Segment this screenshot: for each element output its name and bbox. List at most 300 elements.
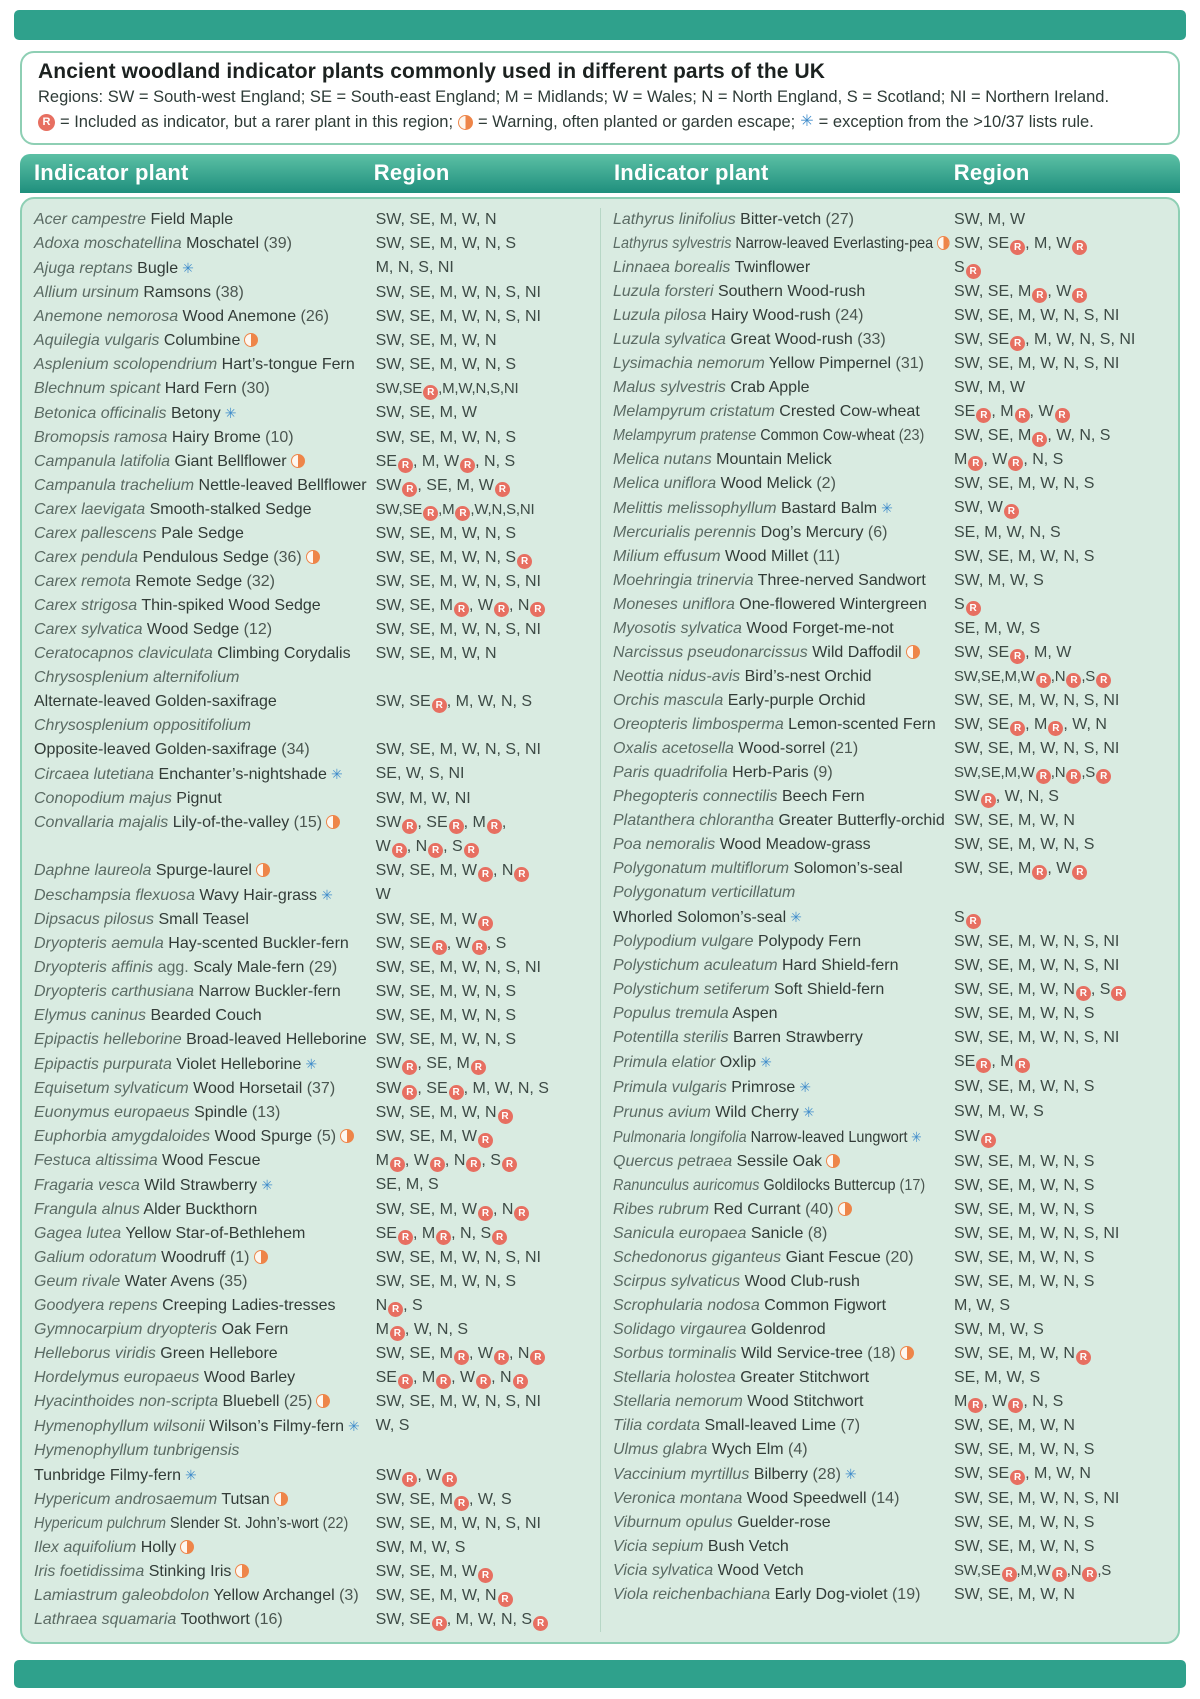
latin-name: Lathyrus linifolius (613, 211, 736, 229)
plant-name (613, 448, 832, 472)
plant-name (613, 1270, 860, 1294)
plant-row (613, 1270, 1172, 1294)
rare-badge-icon: R (455, 506, 470, 521)
latin-name: Polygonatum verticillatum (613, 884, 796, 902)
plant-name-cell (34, 762, 376, 787)
latin-name: Campanula latifolia (34, 453, 171, 471)
plant-row (613, 1390, 1172, 1414)
plant-name (34, 329, 258, 353)
common-name: Narrow-leaved Lungwort (746, 1129, 908, 1147)
list-number: (17) (895, 1177, 926, 1195)
half-moon-icon (306, 550, 320, 564)
plant-name-cell (613, 256, 954, 280)
plant-name (34, 1101, 280, 1125)
plant-name-cell (613, 1390, 954, 1414)
common-name: One-flowered Wintergreen (734, 596, 927, 614)
common-name: Wild Cherry (710, 1104, 799, 1122)
plant-row (613, 833, 1172, 857)
plant-name (34, 1512, 348, 1536)
rare-badge-icon: R (398, 1374, 413, 1389)
rare-badge-icon: R (432, 1616, 447, 1631)
plant-name-cell (34, 1294, 376, 1318)
common-name: Wilson’s Filmy-fern (204, 1418, 345, 1436)
half-moon-icon (244, 333, 258, 347)
plant-name (34, 1366, 295, 1390)
symbols-legend (38, 111, 1162, 134)
region-list: SW, SE, M, W, N, S, NI (375, 621, 541, 639)
plant-name-cell (613, 1342, 954, 1366)
region-list: SW, SE, M, W, N, S (375, 235, 517, 253)
plant-name-cell (613, 761, 954, 785)
plant-name-cell (34, 305, 376, 329)
plant-row (34, 546, 594, 570)
rare-badge-icon: R (436, 1374, 451, 1389)
latin-name: Pulmonaria longifolia (613, 1129, 747, 1147)
common-name: Alternate-leaved Golden-saxifrage (34, 693, 277, 711)
plant-name-cell (34, 908, 376, 932)
plant-name (34, 546, 320, 570)
region-list: SE, M, S (375, 1176, 439, 1194)
half-moon-icon (900, 1346, 914, 1360)
plant-row (613, 376, 1172, 400)
latin-name: Ulmus glabra (613, 1441, 708, 1459)
region-list: SW, SE, M, W, N, S (953, 1153, 1095, 1171)
rare-badge-icon: R (530, 1350, 545, 1365)
latin-name: Equisetum sylvaticum (34, 1080, 189, 1098)
region-list: SW, SE, M, W, N (953, 1586, 1075, 1604)
column-header-indicator-plant: Indicator plant (34, 160, 189, 186)
rare-badge-icon: R (1010, 240, 1025, 255)
latin-name: Solidago virgaurea (613, 1321, 747, 1339)
half-moon-icon (316, 1394, 330, 1408)
region-list: SW, SE R , M R , W, N (953, 716, 1107, 735)
latin-name: Carex laevigata (34, 501, 146, 519)
list-number: (35) (214, 1273, 248, 1291)
plant-name-cell (34, 714, 376, 762)
plant-name-cell (613, 328, 954, 352)
rare-badge-icon: R (966, 914, 981, 929)
rare-badge-icon: R (981, 793, 996, 808)
common-name: Nettle-leaved Bellflower (194, 477, 367, 495)
latin-name: Melampyrum cristatum (613, 403, 775, 421)
region-list: SW, SE, M R , W, N, S (953, 427, 1111, 446)
common-name: Wood Club-rush (740, 1273, 860, 1291)
blue-star-icon: ✳ (760, 1054, 772, 1071)
region-list: SW, SE R , M, W (953, 644, 1072, 663)
plant-name-cell (34, 232, 376, 256)
plant-name (34, 762, 343, 787)
latin-name: Festuca altissima (34, 1152, 158, 1170)
half-moon-icon (458, 115, 473, 130)
region-list: SW, SE, M, W, N, S, NI (953, 740, 1120, 758)
plant-name (34, 1173, 273, 1198)
latin-name: Primula vulgaris (613, 1079, 727, 1097)
region-list: SW, SE, M, W, N, S, NI (953, 933, 1120, 951)
latin-name: Geum rivale (34, 1273, 121, 1291)
plant-row (613, 208, 1172, 232)
region-list: SW, M, W, S (953, 572, 1044, 590)
region-list: SE, M, W, N, S (953, 524, 1061, 542)
plant-row (613, 521, 1172, 545)
latin-name: Frangula alnus (34, 1201, 140, 1219)
plant-row (613, 1174, 1172, 1198)
region-list: SW, SE, M, W, N, S, NI (375, 284, 541, 302)
plant-row (34, 594, 594, 618)
region-list: SW, SE R , M, W, N, S R (376, 1608, 594, 1632)
plant-name (613, 1026, 863, 1050)
region-list: SW,SE,M,W R ,N R ,S R (954, 761, 1172, 785)
plant-row (613, 1026, 1172, 1050)
plant-row (34, 1488, 594, 1512)
plant-name-cell (613, 1075, 954, 1100)
common-name: Greater Stitchwort (735, 1369, 870, 1387)
latin-name: Lysimachia nemorum (613, 355, 765, 373)
plant-name-cell (34, 1149, 376, 1173)
region-list: SW, SE, M, W, N, S, NI (375, 959, 541, 977)
plant-name (613, 978, 884, 1002)
plant-row (34, 401, 594, 426)
list-number: (4) (783, 1441, 808, 1459)
region-list: SW, SE, M, W, N (375, 332, 497, 350)
plant-name (34, 1560, 249, 1584)
region-list: S R (954, 593, 1172, 617)
plant-name (613, 689, 866, 713)
plant-row (34, 329, 594, 353)
plant-name-cell (613, 424, 954, 448)
list-number: (36) (268, 549, 302, 567)
region-list: SW, SE R , W R , S (375, 935, 507, 954)
common-name: Primrose (726, 1079, 796, 1097)
plant-name (34, 1004, 262, 1028)
list-number: (14) (866, 1490, 900, 1508)
plant-row (613, 1198, 1172, 1222)
common-name: Spindle (189, 1104, 248, 1122)
region-list: SE R , M R (954, 1050, 1172, 1074)
plant-name-cell (613, 1174, 954, 1198)
rare-badge-icon: R (968, 1398, 983, 1413)
plant-row (34, 1198, 594, 1222)
plant-row (613, 1414, 1172, 1438)
latin-name: Bromopsis ramosa (34, 429, 168, 447)
plant-row (34, 208, 594, 232)
region-list: SE, M, W, S (953, 620, 1041, 638)
plant-row (34, 1125, 594, 1149)
region-list: SE R , M R , W R , N R (376, 1366, 594, 1390)
plant-row (34, 1414, 594, 1439)
rare-badge-icon: R (533, 1616, 548, 1631)
list-number: (26) (296, 308, 330, 326)
plant-row (34, 1512, 594, 1536)
plant-name (613, 1246, 914, 1270)
plant-row (34, 1390, 594, 1414)
common-name: Woodruff (156, 1249, 226, 1267)
latin-name: Betonica officinalis (34, 405, 167, 423)
plant-name-cell (613, 881, 954, 930)
common-name: Wood Fescue (157, 1152, 261, 1170)
common-name: Goldenrod (746, 1321, 826, 1339)
region-list: SW,SE R ,M,W R ,N R ,S (953, 1562, 1112, 1581)
plant-name-cell (34, 666, 376, 714)
rare-badge-icon: R (460, 458, 475, 473)
latin-name: Deschampsia flexuosa (34, 887, 195, 905)
plant-row (613, 1222, 1172, 1246)
region-list: SW R , SE R , M, W, N, S (375, 1080, 549, 1099)
latin-name: Quercus petraea (613, 1153, 733, 1171)
latin-name: Paris quadrifolia (613, 764, 728, 782)
plant-name (613, 1174, 925, 1198)
rare-badge-icon: R (498, 1109, 513, 1124)
list-number: (28) (808, 1466, 841, 1484)
plant-name-cell (613, 448, 954, 472)
latin-name: Carex strigosa (34, 597, 138, 615)
plant-name (34, 932, 349, 956)
region-list: SW, SE, M R , W R (954, 857, 1172, 881)
common-name: Wood Horsetail (188, 1080, 303, 1098)
plant-row (34, 522, 594, 546)
list-number: (11) (808, 548, 841, 566)
common-name: Solomon’s-seal (789, 860, 903, 878)
common-name: Water Avens (120, 1273, 215, 1291)
latin-name: Carex remota (34, 573, 131, 591)
common-name: Bluebell (218, 1393, 280, 1411)
plant-table (20, 197, 1180, 1644)
region-list: SW, SE, M, W, N, S, NI (953, 692, 1120, 710)
common-name: Slender St. John’s-wort (166, 1515, 319, 1533)
rare-badge-icon: R (432, 940, 447, 955)
plant-name-cell (613, 593, 954, 617)
plant-name-cell (613, 1294, 954, 1318)
half-moon-icon (826, 1154, 840, 1168)
plant-row (613, 1462, 1172, 1487)
plant-row (613, 881, 1172, 930)
plant-name-cell (34, 1414, 376, 1439)
plant-row (34, 1294, 594, 1318)
rare-badge-icon: R (471, 1060, 486, 1075)
plant-name-cell (613, 1583, 954, 1607)
rare-badge-icon: R (388, 1302, 403, 1317)
common-name: Giant Bellflower (170, 453, 287, 471)
plant-row (613, 328, 1172, 352)
plant-name (34, 1294, 336, 1318)
rare-badge-icon: R (498, 1592, 513, 1607)
plant-name (613, 593, 927, 617)
common-name: Three-nerved Sandwort (753, 572, 926, 590)
region-list: W (375, 886, 391, 904)
plant-name (34, 908, 249, 932)
list-number: (32) (242, 573, 276, 591)
plant-name (613, 424, 924, 448)
list-number: (31) (891, 355, 924, 373)
list-number: (34) (276, 741, 310, 759)
common-name: Sanicle (746, 1225, 804, 1243)
plant-name-cell (613, 569, 954, 593)
rare-badge-icon: R (1036, 673, 1051, 688)
latin-name: Primula elatior (613, 1054, 716, 1072)
table-header-left (20, 160, 600, 186)
plant-name-cell (613, 1100, 954, 1125)
plant-row (613, 545, 1172, 569)
latin-name: Scrophularia nodosa (613, 1297, 760, 1315)
blue-star-icon: ✳ (790, 909, 802, 926)
plant-name (34, 1222, 305, 1246)
plant-name-cell (34, 281, 376, 305)
common-name: Hard Shield-fern (777, 957, 899, 975)
plant-row (34, 256, 594, 281)
regions-legend: Regions: SW = South-west England; SE = South-east England; M = Midlands; W = Wales; N = North England, S = Scotland; NI = Northern Ireland. (38, 88, 1110, 106)
plant-name (613, 232, 949, 256)
plant-name (34, 883, 333, 908)
rare-badge-icon: R (476, 1374, 491, 1389)
common-name: Holly (136, 1539, 177, 1557)
plant-name-cell (34, 859, 376, 883)
plant-name (34, 401, 237, 426)
plant-name (613, 328, 886, 352)
rare-badge-icon: R (968, 456, 983, 471)
latin-name: Hypericum androsaemum (34, 1491, 218, 1509)
plant-name (613, 737, 858, 761)
plant-name (613, 1318, 826, 1342)
common-name: Hairy Brome (167, 429, 261, 447)
plant-row (34, 1101, 594, 1125)
plant-name (613, 208, 854, 232)
region-list: SW, SE, M R , W R , N R (376, 1342, 594, 1366)
plant-name-cell (34, 1198, 376, 1222)
plant-name-cell (34, 618, 376, 642)
common-name: Wood Stitchwort (742, 1393, 864, 1411)
plant-name-cell (34, 522, 376, 546)
plant-row (613, 1583, 1172, 1607)
plant-column-right (600, 208, 1178, 1632)
plant-name (613, 376, 810, 400)
rare-badge-icon: R (494, 602, 509, 617)
plant-name (613, 1075, 811, 1100)
blue-star-icon: ✳ (321, 887, 333, 904)
region-list: SW, SE, M, W, N, S (953, 1514, 1095, 1532)
list-number: (16) (249, 1611, 283, 1629)
plant-name-cell (613, 1366, 954, 1390)
plant-name (613, 521, 887, 545)
latin-name: Viburnum opulus (613, 1514, 733, 1532)
common-name: Wood-sorrel (733, 740, 826, 758)
plant-row (613, 785, 1172, 809)
common-name: Oak Fern (217, 1321, 289, 1339)
rare-badge-icon: R (390, 1326, 405, 1341)
common-name: Narrow Buckler-fern (194, 983, 341, 1001)
plant-row (613, 1535, 1172, 1559)
plant-name (34, 281, 244, 305)
region-list: SW, SE, M, W, N, S (953, 1201, 1095, 1219)
latin-name: Lathraea squamaria (34, 1611, 177, 1629)
list-number: (15) (289, 814, 323, 832)
latin-name: Vaccinium myrtillus (613, 1466, 750, 1484)
plant-name (613, 617, 894, 641)
plant-name-cell (613, 472, 954, 496)
column-header-indicator-plant: Indicator plant (614, 160, 769, 186)
region-list: SW, SE, M R , W, S (375, 1491, 512, 1510)
common-name: Hart’s-tongue Fern (217, 356, 355, 374)
plant-name-cell (613, 496, 954, 521)
latin-name: Acer campestre (34, 211, 147, 229)
plant-name-cell (34, 474, 376, 498)
rare-badge-icon: R (423, 385, 438, 400)
plant-name-cell (613, 713, 954, 737)
latin-name: Dryopteris carthusiana (34, 983, 195, 1001)
plant-name (34, 450, 305, 474)
column-header-region: Region (373, 160, 450, 186)
rare-badge-icon: R (398, 458, 413, 473)
plant-name (34, 305, 329, 329)
latin-name: Schedonorus giganteus (613, 1249, 782, 1267)
latin-name: Chrysosplenium oppositifolium (34, 717, 251, 735)
plant-name (613, 1462, 857, 1487)
list-number: (24) (830, 307, 864, 325)
plant-name-cell (613, 1438, 954, 1462)
rare-badge-icon: R (454, 1350, 469, 1365)
region-list: M R , W R , N, S (953, 1393, 1064, 1412)
rare-badge-icon: R (1076, 1350, 1091, 1365)
region-list: W, S (375, 1417, 410, 1435)
plant-name-cell (34, 1536, 376, 1560)
rare-badge-icon: R (1072, 240, 1087, 255)
plant-name-cell (34, 980, 376, 1004)
common-name: Common Cow-wheat (756, 427, 895, 445)
plant-name (613, 1002, 778, 1026)
region-list: SW, SE, M, W, N, S, NI (375, 741, 541, 759)
plant-row (613, 665, 1172, 689)
plant-row (613, 1511, 1172, 1535)
common-name: Goldilocks Buttercup (759, 1177, 896, 1195)
plant-row (613, 1075, 1172, 1100)
latin-name: Melica uniflora (613, 475, 717, 493)
plant-name (613, 1050, 772, 1075)
plant-name-cell (34, 329, 376, 353)
plant-name (613, 280, 865, 304)
latin-name: Goodyera repens (34, 1297, 158, 1315)
common-name: Giant Fescue (781, 1249, 881, 1267)
plant-name (613, 400, 920, 424)
rare-badge-icon: R (1082, 1567, 1097, 1582)
common-name: Enchanter’s-nightshade (154, 766, 327, 784)
region-list: SW, SE, M, W, N, S (953, 1441, 1095, 1459)
plant-row (34, 1439, 594, 1488)
rare-badge-icon: R (466, 1157, 481, 1172)
plant-row (34, 1052, 594, 1077)
plant-name-cell (613, 1150, 954, 1174)
plant-name (613, 496, 893, 521)
common-name: Barren Strawberry (728, 1029, 863, 1047)
latin-name: Neottia nidus-avis (613, 668, 741, 686)
rare-badge-icon: R (428, 843, 443, 858)
plant-row (613, 761, 1172, 785)
common-name: Thin-spiked Wood Sedge (137, 597, 321, 615)
plant-name-cell (34, 546, 376, 570)
region-list: SW, SE, M, W R , N R (376, 859, 594, 883)
blue-star-icon: ✳ (800, 113, 814, 131)
plant-name-cell (34, 1342, 376, 1366)
latin-name: Luzula forsteri (613, 283, 714, 301)
half-moon-icon (937, 236, 950, 250)
latin-name: Campanula trachelium (34, 477, 195, 495)
region-list: SW,SE R ,M,W,N,S,NI (375, 380, 519, 399)
plant-name (34, 1439, 239, 1488)
rare-badge-icon: R (423, 506, 438, 521)
region-list: SW, SE, M, W, N R (376, 1101, 594, 1125)
common-name: Spurge-laurel (151, 862, 252, 880)
common-name: Pale Sedge (156, 525, 244, 543)
symbol-description: = Included as indicator, but a rarer plant in this region; (60, 113, 454, 132)
latin-name: Malus sylvestris (613, 379, 726, 397)
plant-row (613, 472, 1172, 496)
